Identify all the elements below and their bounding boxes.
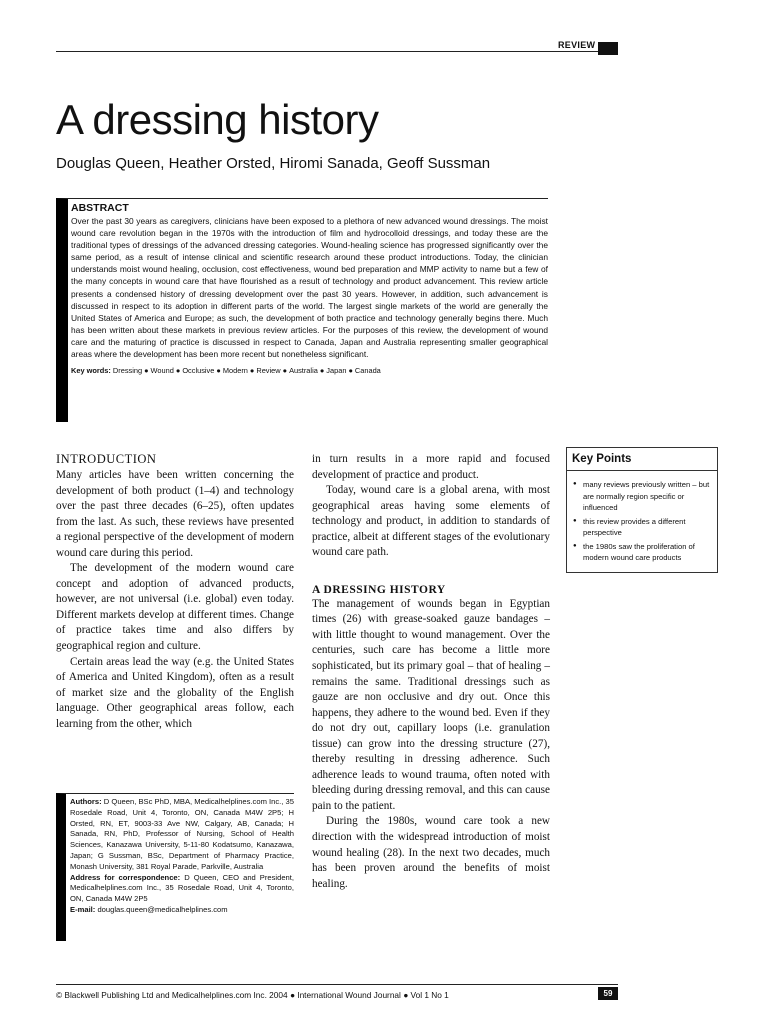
footer-rule: [56, 984, 618, 985]
keyword: Canada: [354, 366, 381, 376]
authors-text: D Queen, BSc PhD, MBA, Medicalhelplines.com Inc., 35 Rosedale Road, Unit 4, Toronto, ON, Canada M4W 2P5; H Orsted, RN, ET, 9003-33 Ave NW, Calgary, AB, Canada; H Sanada, RN, PhD, Professor of Nursing, School of Health Sciences, Kanazawa University, 5-11-80 Kodatsumo, Kanazawa, Japan; G Sussman, BSc, Department of Pharmacy Practice, Monash University, 381 Royal Parade, Parkville, Australia: [70, 797, 294, 871]
article-authors: Douglas Queen, Heather Orsted, Hiromi Sanada, Geoff Sussman: [56, 155, 491, 172]
header-rule: [56, 51, 616, 52]
key-point-text: this review provides a different perspective: [583, 516, 686, 537]
author-info-box: [56, 793, 294, 941]
key-point-text: the 1980s saw the proliferation of modern wound care products: [583, 541, 695, 562]
keywords-label: Key words:: [71, 366, 111, 376]
footer-text: © Blackwell Publishing Ltd and Medicalhelplines.com Inc. 2004 ● International Wound Journal ● Vol 1 No 1: [56, 990, 449, 1000]
keyword: Review: [256, 366, 281, 376]
body-paragraph: Today, wound care is a global arena, with most geographical areas having some elements of technology and product, in addition to standards of practice, albeit at different stages of the evolutionary wound care path.: [312, 484, 550, 559]
keyword-separator: ●: [348, 366, 353, 376]
body-paragraph: Certain areas lead the way (e.g. the United States of America and United Kingdom), often as a result of market size and the globality of the English language. Other geographical areas follow, each learning from the other, which: [56, 655, 294, 730]
keyword: Australia: [289, 366, 318, 376]
body-paragraph: During the 1980s, wound care took a new direction with the widespread introduction of moist wound healing (28). In the next two decades, much has been proven around the benefits of moist healing.: [312, 815, 550, 890]
section-tag: REVIEW: [558, 40, 596, 50]
introduction-heading: INTRODUCTION: [56, 452, 157, 466]
keyword: Japan: [326, 366, 347, 376]
abstract-text: Over the past 30 years as caregivers, clinicians have been exposed to a plethora of new advanced wound dressings. The moist wound care revolution began in the 1970s with the introduction of film and hydrocolloid dressings, and today these are the traditional types of dressings of the advanced dressing categories. Wound-healing science has progressed significantly over the same period, as a result of intense clinical and scientific research around these product introductions. Today, the clinician understands moist wound healing, occlusion, cost effectiveness, wound bed preparation and MMP activity to name but a few of the many concepts in wound care that have flourished as a result of technology and product advancement. This review article presents a condensed history of dressing development over the past 30 years. However, in addition, such advancement is discussed in respect to its adoption in different parts of the world. The largest single markets of the world are generally the United States of America and Europe; as such, the development of both practice and technology generally begins there. Much has been written about these markets in previous review articles. For the purposes of this review, the development of wound care and the maturing of practice is discussed in respect to Canada, Japan and Australia representing smaller geographical areas where the development has been more recent but nonetheless significant.: [71, 216, 548, 360]
key-point-text: many reviews previously written – but are normally region specific or influenced: [583, 480, 710, 512]
key-point-item: [573, 541, 712, 564]
keyword-separator: ●: [144, 366, 149, 376]
bullet-icon: ●: [573, 481, 577, 487]
abstract-box: [56, 198, 548, 422]
bullet-icon: ●: [573, 517, 577, 524]
column-left: [56, 452, 294, 732]
keyword-separator: ●: [216, 366, 221, 376]
authors-label: Authors:: [70, 797, 102, 806]
column-middle: [312, 452, 550, 892]
article-title: A dressing history: [56, 96, 379, 143]
keyword-separator: ●: [319, 366, 325, 376]
history-heading: A DRESSING HISTORY: [312, 583, 446, 596]
keyword: Occlusive: [182, 366, 215, 376]
email-text: douglas.queen@medicalhelplines.com: [95, 904, 228, 914]
body-paragraph: The development of the modern wound care concept and adoption of advanced products, however, are not universal (i.e. global) even today. Different markets develop at different times. Change of practice takes time and also differs by geographical region and culture.: [56, 562, 294, 653]
header-block: [598, 42, 618, 55]
abstract-heading: ABSTRACT: [71, 202, 129, 214]
page-number: 59: [598, 987, 618, 1000]
body-paragraph: The management of wounds began in Egyptian times (26) with grease-soaked gauze bandages – with little thought to wound management. Over the centuries, such care has become a little more sophisticated, but its primary goal – that of healing – remains the same. Traditional dressings such as gauze are non occlusive and dry out. Once this happens, they adhere to the wound bed. Even if they do not dry out, capillary loops (i.e. granulation tissue) can grow into the dressing structure (27), thereby resulting in dressing adherence. Such adherence leads to wound trauma, often noted with bleeding during dressing removal, and this can cause pain to the patient.: [312, 597, 550, 812]
key-point-item: [573, 479, 712, 514]
keywords: [71, 366, 548, 375]
correspondence-text: D Queen, CEO and President, Medicalhelplines.com Inc., 35 Rosedale Road, Unit 4, Toronto, ON, Canada M4W 2P5: [70, 872, 294, 904]
body-paragraph: in turn results in a more rapid and focused development of practice and product.: [312, 453, 550, 481]
keyword-separator: ●: [175, 366, 181, 376]
keyword: Wound: [150, 366, 174, 376]
keyword-separator: ●: [249, 366, 255, 376]
key-points-heading: Key Points: [567, 448, 717, 471]
keyword-separator: ●: [282, 366, 288, 376]
keyword: Modern: [222, 366, 248, 376]
key-points-list: [567, 471, 717, 564]
key-point-item: [573, 516, 712, 539]
key-points-box: [566, 447, 718, 573]
keyword: Dressing: [112, 366, 143, 376]
email-label: E-mail:: [70, 904, 96, 914]
bullet-icon: ●: [573, 542, 577, 549]
correspondence-label: Address for correspondence:: [70, 872, 181, 882]
body-paragraph: Many articles have been written concerning the development of both product (1–4) and technology over the past three decades (6–25), often updates from the last. As such, these reviews have presented a regional perspective of the development of modern wound care during this period.: [56, 469, 294, 559]
